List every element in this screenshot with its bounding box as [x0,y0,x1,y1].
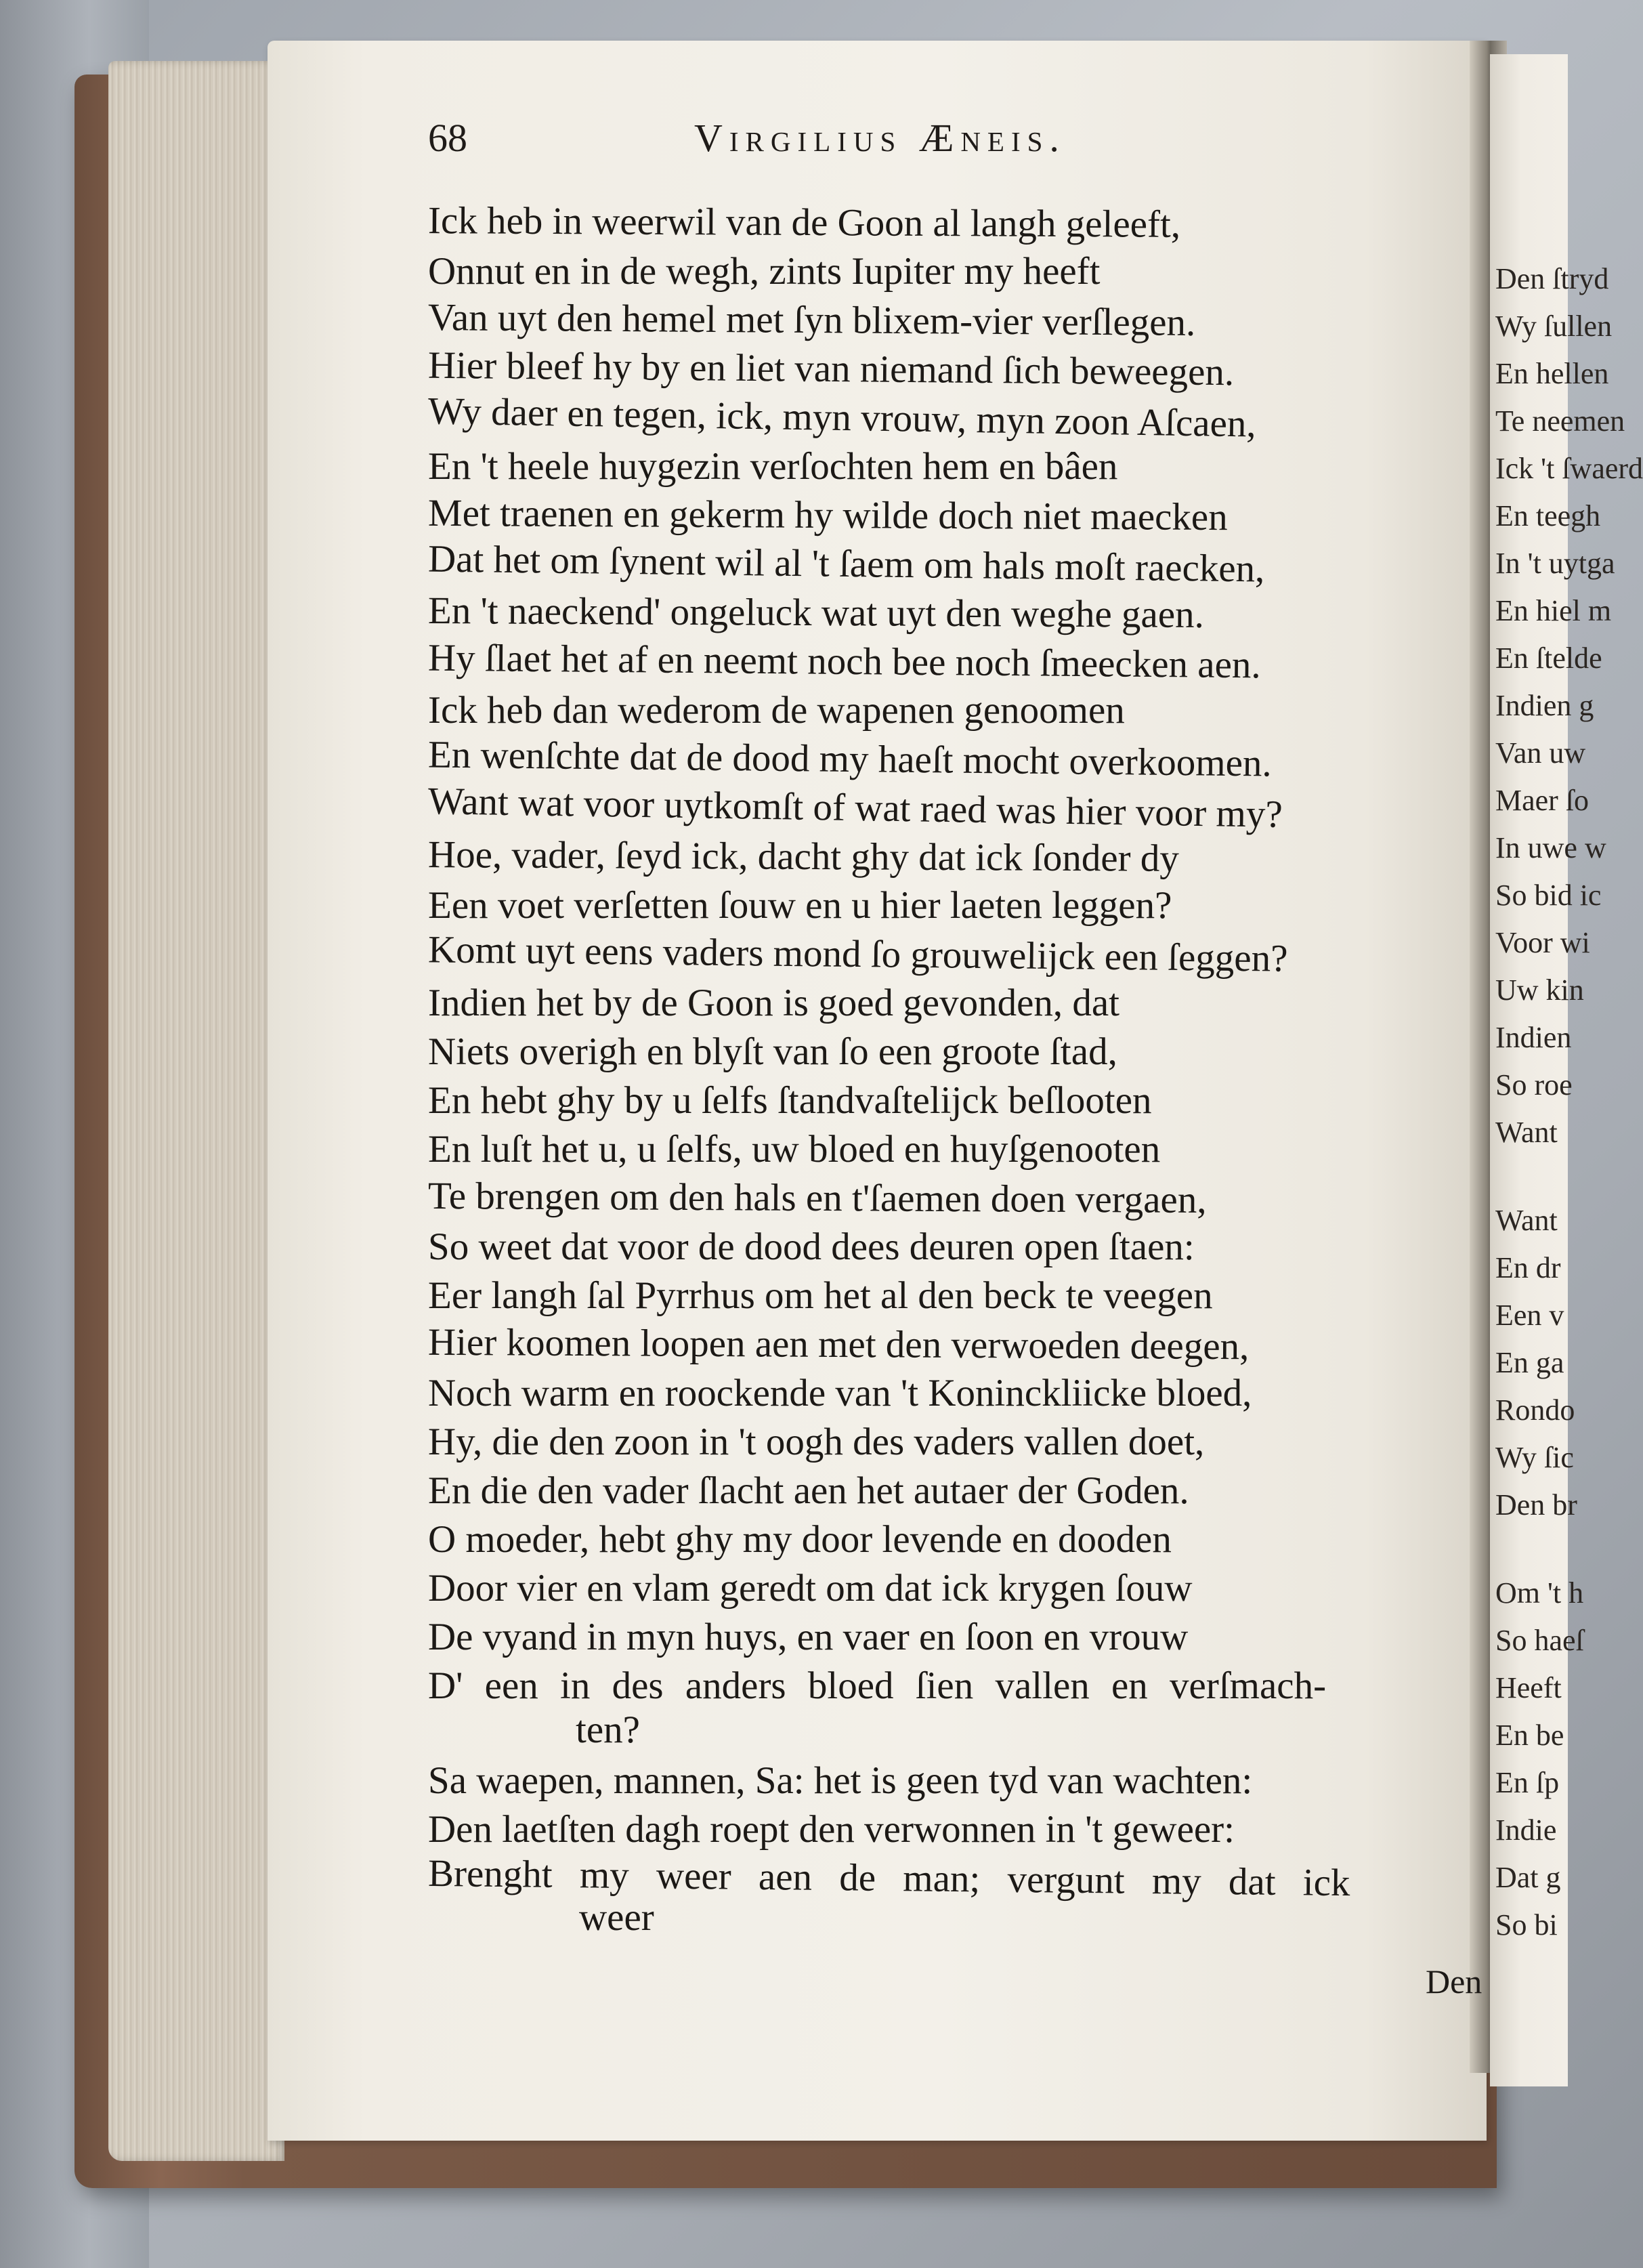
verse-line: Den laetſten dagh roept den verwonnen in 't geweer: [428,1808,1235,1851]
facing-line: En ſp [1495,1766,1560,1799]
facing-line: Wy ſic [1495,1441,1574,1474]
facing-line: Want [1495,1204,1558,1237]
facing-page [1490,54,1643,2086]
facing-line: In 't uytga [1495,547,1615,580]
verse-line: Eer langh ſal Pyrrhus om het al den beck te veegen [428,1274,1213,1317]
verse-line: Ick heb in weerwil van de Goon al langh geleeft, [427,199,1181,246]
verse-line: Een voet verſetten ſouw en u hier laeten leggen? [428,884,1172,927]
facing-line: Den ſtryd [1495,262,1609,295]
facing-line: So bi [1495,1908,1558,1941]
verse-line: En 't heele huygezin verſochten hem en bâen [428,445,1118,488]
verse-turnover: ten? [576,1708,640,1751]
facing-line: Van uw [1495,736,1586,770]
facing-line: Rondo [1495,1393,1575,1427]
facing-line: So bid ic [1495,879,1602,912]
verse-line: Hy ſlaet het af en neemt noch bee noch ſmeecken aen. [427,636,1261,687]
verse-line: Noch warm en roockende van 't Koninckliicke bloed, [428,1372,1252,1414]
facing-line: Den br [1495,1488,1577,1521]
facing-line: Indien [1495,1021,1572,1054]
facing-line: Voor wi [1495,926,1590,959]
facing-line: Indie [1495,1813,1557,1847]
verse-line: En die den vader ſlacht aen het autaer der Goden. [428,1469,1189,1512]
verse-line: Ick heb dan wederom de wapenen genoomen [428,689,1125,732]
verse-line: Brenght my weer aen de man; vergunt my dat ick [427,1851,1350,1905]
verse-line: En wenſchte dat de dood my haeſt mocht overkoomen. [427,733,1273,785]
facing-line: Dat g [1495,1861,1561,1894]
verse-line: Hy, die den zoon in 't oogh des vaders vallen doet, [428,1421,1205,1463]
facing-line: En dr [1495,1251,1561,1284]
page-edges [108,61,284,2161]
facing-line: Maer ſo [1495,784,1589,817]
facing-line: Een v [1495,1299,1564,1332]
verse-line: Te brengen om den hals en t'ſaemen doen vergaen, [427,1174,1207,1222]
verse-line: Komt uyt eens vaders mond ſo grouwelijck een ſeggen? [427,928,1288,980]
verse-line: O moeder, hebt ghy my door levende en dooden [428,1518,1172,1561]
facing-line: En hiel m [1495,594,1612,627]
facing-line: En be [1495,1719,1564,1752]
verse-line: Wy daer en tegen, ick, myn vrouw, myn zoon Aſcaen, [427,390,1257,446]
facing-line: Indien g [1495,689,1594,722]
page-number: 68 [428,116,467,160]
verse-line: De vyand in myn huys, en vaer en ſoon en vrouw [428,1616,1189,1658]
verse-line: Sa waepen, mannen, Sa: het is geen tyd van wachten: [428,1759,1253,1802]
verse-line: En 't naeckend' ongeluck wat uyt den weghe gaen. [427,589,1205,636]
verse-line: Niets overigh en blyſt van ſo een groote ſtad, [428,1030,1117,1073]
facing-line: Uw kin [1495,973,1584,1007]
verse-line: En hebt ghy by u ſelfs ſtandvaſtelijck beſlooten [428,1079,1152,1122]
verse-line: Indien het by de Goon is goed gevonden, dat [428,982,1120,1024]
facing-line: En ſtelde [1495,642,1602,675]
facing-line: Heeft [1495,1671,1562,1704]
catchword: Den [1426,1962,1482,2000]
verse-turnover: weer [579,1896,654,1939]
facing-line: Want [1495,1116,1558,1149]
verse-line: Hier bleef hy by en liet van niemand ſich beweegen. [427,343,1235,394]
facing-line: In uwe w [1495,831,1606,864]
verse-line: En luſt het u, u ſelfs, uw bloed en huyſgenooten [428,1128,1161,1171]
facing-line: En ga [1495,1346,1564,1379]
facing-line: En hellen [1495,357,1609,390]
facing-line: So haeſ [1495,1624,1584,1657]
running-title: Virgilius Æneis. [694,116,1066,160]
verse-line: Van uyt den hemel met ſyn blixem-vier verſlegen. [427,296,1196,344]
verse-line: Onnut en in de wegh, zints Iupiter my heeft [428,250,1101,293]
verse-line: Door vier en vlam geredt om dat ick krygen ſouw [428,1567,1193,1610]
verse-line: Want wat voor uytkomſt of wat raed was hier voor my? [427,780,1283,836]
verse-line: Hoe, vader, ſeyd ick, dacht ghy dat ick ſonder dy [427,833,1180,880]
facing-line: Om 't h [1495,1576,1584,1610]
verse-line: Met traenen en gekerm hy wilde doch niet maecken [427,491,1228,539]
facing-line: Wy ſullen [1495,310,1613,343]
verse-line: D' een in des anders bloed ſien vallen en verſmach- [428,1664,1327,1707]
verse-line: Dat het om ſynent wil al 't ſaem om hals moſt raecken, [427,537,1265,591]
facing-line: En teegh [1495,499,1601,532]
verse-line: So weet dat voor de dood dees deuren open ſtaen: [428,1225,1195,1268]
verse-line: Hier koomen loopen aen met den verwoeden deegen, [427,1320,1250,1368]
facing-line: Te neemen [1495,404,1625,438]
facing-line: Ick 't ſwaerd [1495,452,1643,485]
facing-line: So roe [1495,1068,1573,1101]
